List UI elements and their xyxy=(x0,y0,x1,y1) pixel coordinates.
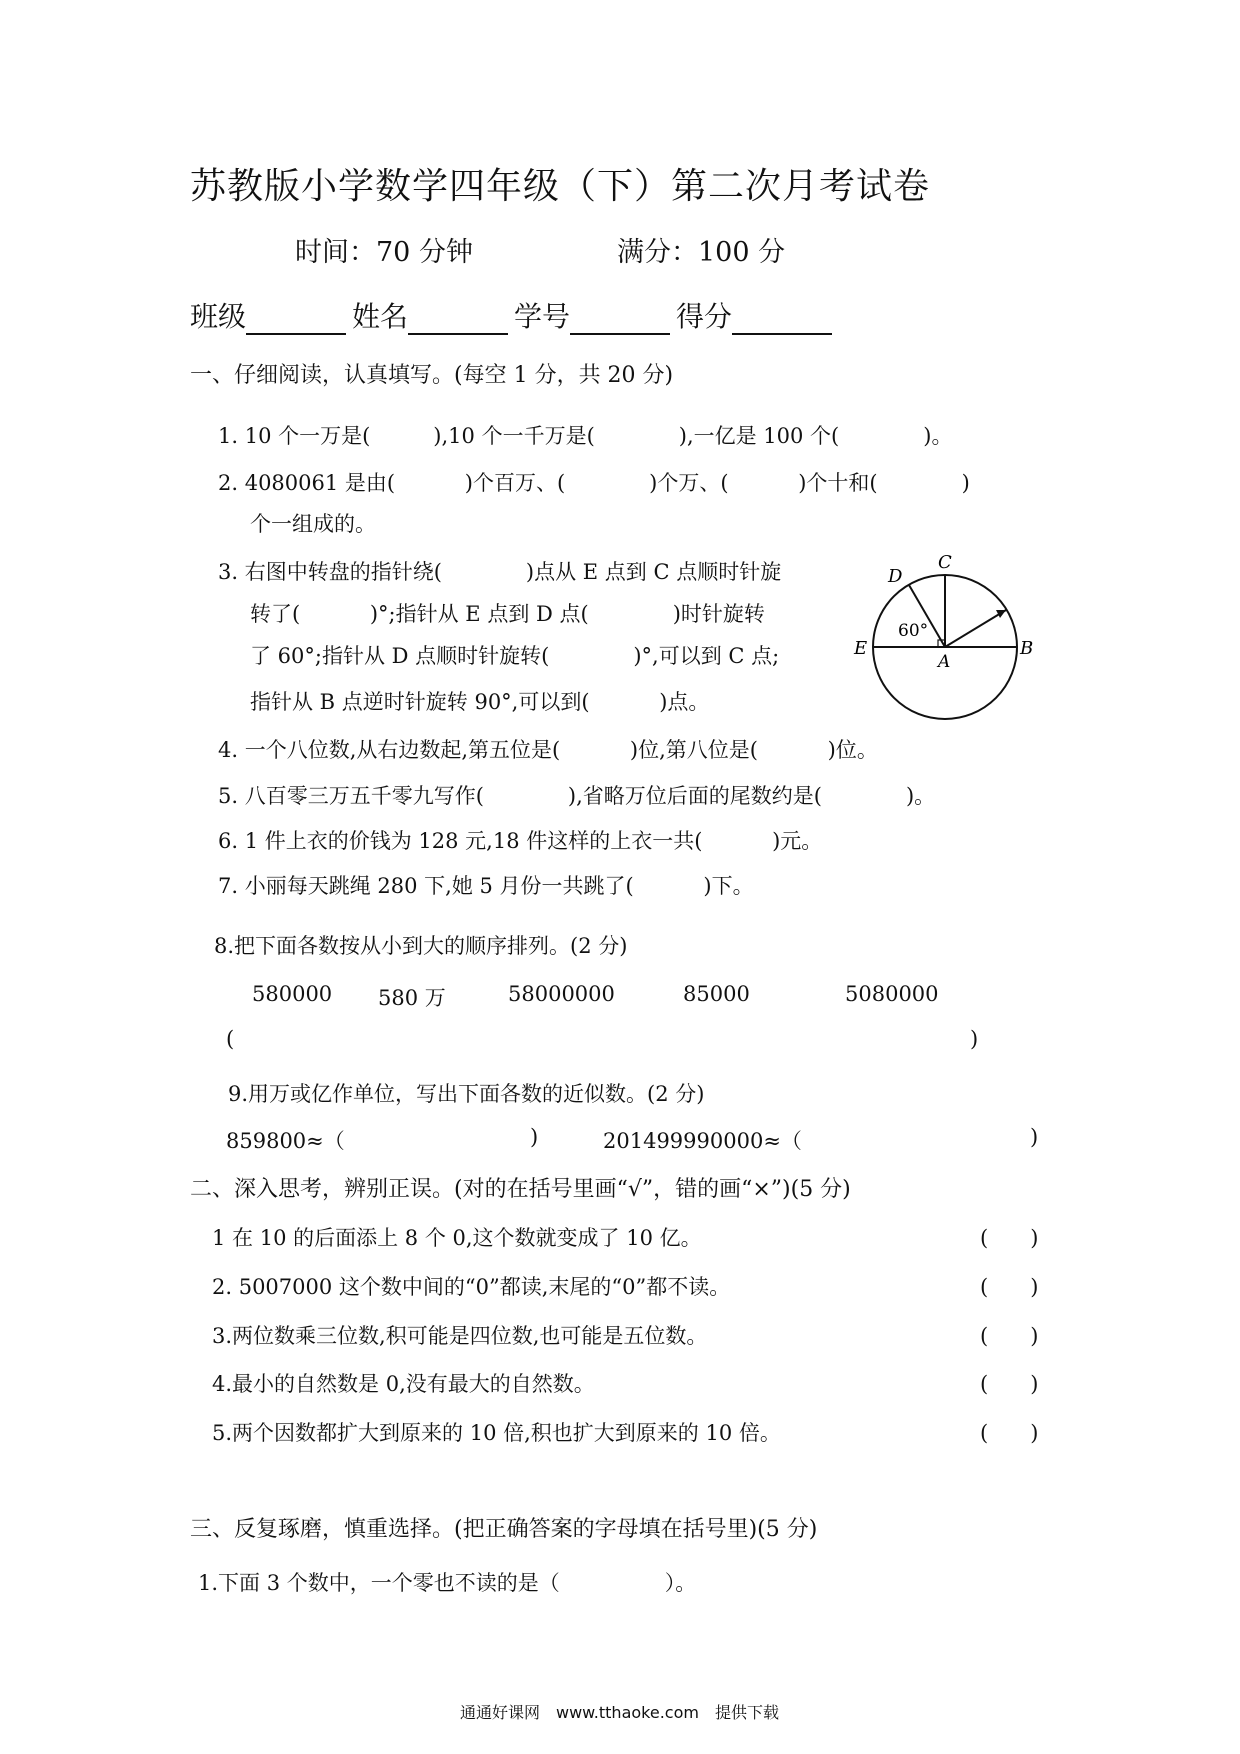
point-a-label: A xyxy=(938,652,951,672)
order-answer-close-paren: ) xyxy=(970,1027,979,1051)
section-1-heading: 一、仔细阅读，认真填写。(每空 1 分，共 20 分) xyxy=(190,363,674,388)
field-score-label: 得分 xyxy=(676,300,733,333)
exam-full-score: 满分：100 分 xyxy=(617,237,786,268)
order-number-1: 580000 xyxy=(252,982,333,1006)
question-1-1: 1. 10 个一万是( ),10 个一千万是( ),一亿是 100 个( )。 xyxy=(218,424,953,448)
question-1-6: 6. 1 件上衣的价钱为 128 元,18 件这样的上衣一共( )元。 xyxy=(218,829,823,853)
approx-201499990000: 201499990000≈（ xyxy=(603,1129,802,1153)
point-d-label: D xyxy=(888,566,903,587)
question-1-8: 8.把下面各数按从小到大的顺序排列。(2 分) xyxy=(214,934,628,958)
judge-item-4: 4.最小的自然数是 0,没有最大的自然数。 xyxy=(212,1372,595,1396)
angle-label: 60° xyxy=(898,621,929,641)
field-score-blank xyxy=(732,303,832,335)
point-e-label: E xyxy=(854,638,868,659)
judge-item-1-paren: ( ) xyxy=(980,1226,1039,1250)
question-1-4: 4. 一个八位数,从右边数起,第五位是( )位,第八位是( )位。 xyxy=(218,738,878,762)
field-name-label: 姓名 xyxy=(352,300,409,333)
rotation-dial-diagram xyxy=(850,550,1050,720)
point-b-label: B xyxy=(1020,638,1034,659)
order-number-3: 58000000 xyxy=(508,982,615,1006)
field-class-blank xyxy=(246,303,346,335)
question-1-3d: 指针从 B 点逆时针旋转 90°,可以到( )点。 xyxy=(250,690,710,714)
page-title: 苏教版小学数学四年级（下）第二次月考试卷 xyxy=(190,166,931,207)
order-number-2: 580 万 xyxy=(378,986,446,1010)
question-1-3c: 了 60°;指针从 D 点顺时针旋转( )°,可以到 C 点; xyxy=(250,644,780,668)
question-1-3b: 转了( )°;指针从 E 点到 D 点( )时针旋转 xyxy=(250,602,765,626)
section-3-heading: 三、反复琢磨，慎重选择。(把正确答案的字母填在括号里)(5 分) xyxy=(190,1517,818,1542)
section-2-heading: 二、深入思考，辨别正误。(对的在括号里画“√”，错的画“×”)(5 分) xyxy=(190,1177,851,1202)
question-1-2b: 个一组成的。 xyxy=(250,512,376,536)
judge-item-1: 1 在 10 的后面添上 8 个 0,这个数就变成了 10 亿。 xyxy=(212,1226,702,1250)
judge-item-4-paren: ( ) xyxy=(980,1372,1039,1396)
field-name-blank xyxy=(408,303,508,335)
order-number-4: 85000 xyxy=(683,982,750,1006)
question-1-7: 7. 小丽每天跳绳 280 下,她 5 月份一共跳了( )下。 xyxy=(218,874,754,898)
field-class-label: 班级 xyxy=(190,300,247,333)
question-1-2a: 2. 4080061 是由( )个百万、( )个万、( )个十和( ) xyxy=(218,471,970,495)
judge-item-3: 3.两位数乘三位数,积可能是四位数,也可能是五位数。 xyxy=(212,1324,708,1348)
judge-item-2-paren: ( ) xyxy=(980,1275,1039,1299)
question-1-9: 9.用万或亿作单位，写出下面各数的近似数。(2 分) xyxy=(228,1082,705,1106)
judge-item-3-paren: ( ) xyxy=(980,1324,1039,1348)
student-info-fields xyxy=(190,295,838,335)
approx-859800: 859800≈（ xyxy=(226,1129,345,1153)
point-c-label: C xyxy=(938,552,952,573)
judge-item-5-paren: ( ) xyxy=(980,1421,1039,1445)
field-number-blank xyxy=(570,303,670,335)
order-number-5: 5080000 xyxy=(845,982,939,1006)
approx-859800-close: ) xyxy=(530,1125,539,1149)
choice-question-1: 1.下面 3 个数中，一个零也不读的是（ ）。 xyxy=(198,1571,697,1595)
approx-201499990000-close: ) xyxy=(1030,1125,1039,1149)
judge-item-5: 5.两个因数都扩大到原来的 10 倍,积也扩大到原来的 10 倍。 xyxy=(212,1421,781,1445)
question-1-3a: 3. 右图中转盘的指针绕( )点从 E 点到 C 点顺时针旋 xyxy=(218,560,782,584)
question-1-5: 5. 八百零三万五千零九写作( ),省略万位后面的尾数约是( )。 xyxy=(218,784,936,808)
order-answer-open-paren: ( xyxy=(226,1027,235,1051)
field-number-label: 学号 xyxy=(514,300,571,333)
page-footer: 通通好课网 www.tthaoke.com 提供下载 xyxy=(460,1703,779,1722)
judge-item-2: 2. 5007000 这个数中间的“0”都读,末尾的“0”都不读。 xyxy=(212,1275,731,1299)
exam-time: 时间：70 分钟 xyxy=(295,237,473,268)
